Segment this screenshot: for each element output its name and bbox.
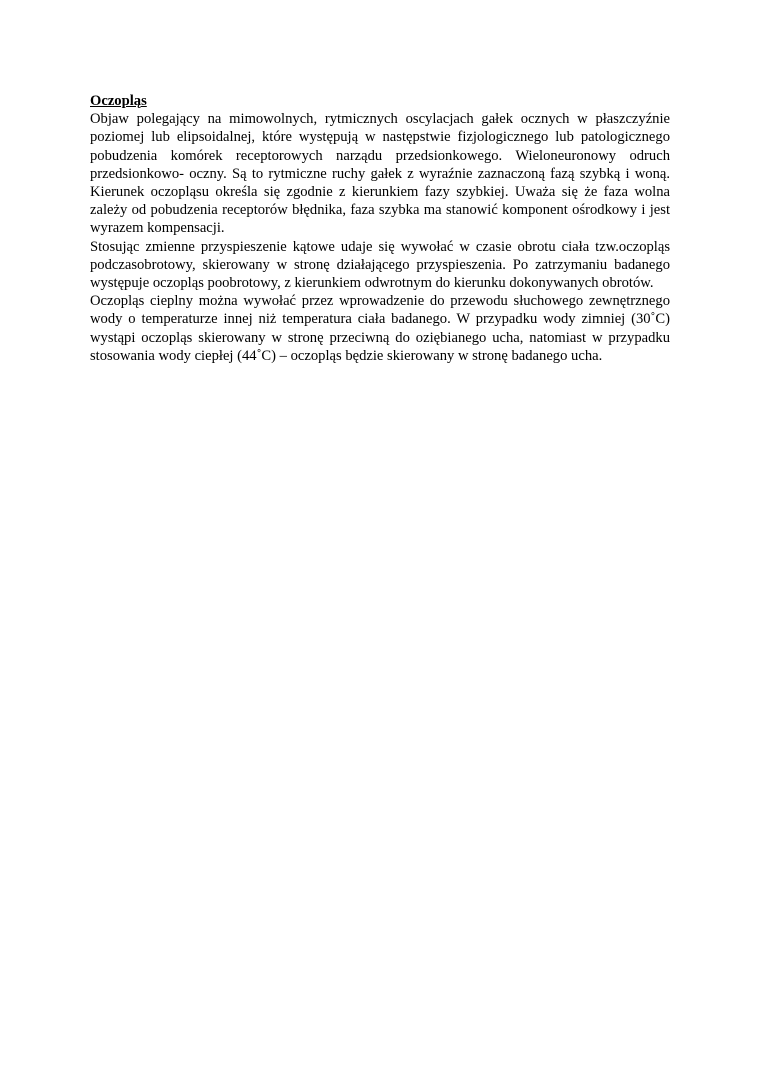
- paragraph-definition: Objaw polegający na mimowolnych, rytmicznych oscylacjach gałek ocznych w płaszczyźnie poziomej lub elipsoidalnej, które występują w następstwie fizjologicznego lub patologicznego pobudzenia komórek receptorowych narządu przedsionkowego. Wieloneuronowy odruch przedsionkowo- oczny. Są to rytmiczne ruchy gałek z wyraźnie zaznaczoną fazą szybką i woną. Kierunek oczopląsu określa się zgodnie z kierunkiem fazy szybkiej. Uważa się że faza wolna zależy od pobudzenia receptorów błędnika, faza szybka ma stanowić komponent ośrodkowy i jest wyrazem kompensacji.: [90, 111, 670, 237]
- document-body: [90, 92, 670, 365]
- paragraph-rotational: Stosując zmienne przyspieszenie kątowe udaje się wywołać w czasie obrotu ciała tzw.oczopląs podczasobrotowy, skierowany w stronę działającego przyspieszenia. Po zatrzymaniu badanego występuje oczopląs poobrotowy, z kierunkiem odwrotnym do kierunku dokonywanych obrotów.: [90, 238, 670, 292]
- document-title: Oczopląs: [90, 93, 147, 109]
- paragraph-caloric: Oczopląs cieplny można wywołać przez wprowadzenie do przewodu słuchowego zewnętrznego wody o temperaturze innej niż temperatura ciała badanego. W przypadku wody zimniej (30˚C) wystąpi oczopląs skierowany w stronę przeciwną do oziębianego ucha, natomiast w przypadku stosowania wody ciepłej (44˚C) – oczopląs będzie skierowany w stronę badanego ucha.: [90, 293, 670, 364]
